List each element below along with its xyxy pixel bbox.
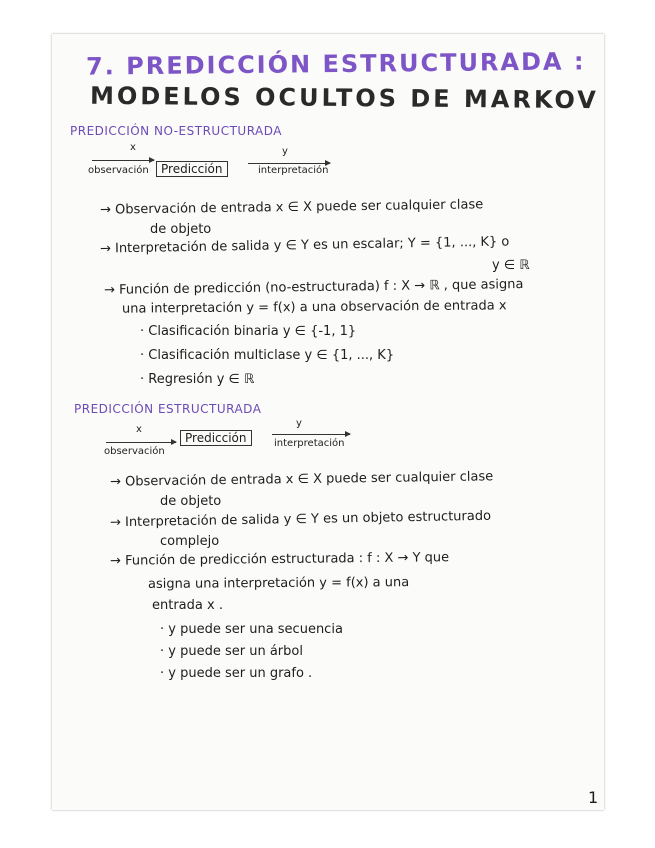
section-heading-non-structured: PREDICCIÓN NO-ESTRUCTURADA [70,124,282,138]
page-subtitle: MODELOS OCULTOS DE MARKOV [89,81,599,115]
diagram-interpretacion-label-structured: interpretación [274,438,345,449]
diagram-y-label-structured: y [296,418,302,429]
s-bullet-funcion-cont2: entrada x . [152,598,223,613]
ns-bullet-interpretacion-cont: y ∈ ℝ [492,258,530,273]
diagram-x-label-structured: x [136,424,142,435]
page-title: 7. PREDICCIÓN ESTRUCTURADA : [85,47,586,81]
diagram-x-label: x [130,142,136,153]
section-heading-structured: PREDICCIÓN ESTRUCTURADA [74,402,262,416]
diagram-prediction-box-structured: Predicción [180,430,252,446]
diagram-input-arrow [92,160,154,161]
s-bullet-funcion: → Función de predicción estructurada : f : X → Y que [109,550,450,569]
ns-subitem-multiclase: · Clasificación multiclase y ∈ {1, ..., K} [140,348,395,363]
s-bullet-interpretacion-cont: complejo [160,534,220,549]
ns-bullet-observacion: → Observación de entrada x ∈ X puede ser cualquier clase [99,197,484,218]
ns-subitem-regresion: · Regresión y ∈ ℝ [140,372,255,387]
diagram-prediction-box: Predicción [156,161,228,177]
s-bullet-funcion-cont: asigna una interpretación y = f(x) a una [147,575,410,592]
page-number: 1 [588,788,599,807]
ns-bullet-funcion: → Función de predicción (no-estructurada) f : X → ℝ , que asigna [103,277,524,298]
s-subitem-grafo: · y puede ser un grafo . [160,666,313,681]
s-subitem-secuencia: · y puede ser una secuencia [160,622,343,637]
diagram-output-arrow [248,163,330,164]
ns-bullet-observacion-cont: de objeto [150,222,212,237]
ns-subitem-binaria: · Clasificación binaria y ∈ {-1, 1} [140,324,357,339]
notebook-page [52,34,604,810]
s-bullet-observacion-cont: de objeto [160,494,222,509]
diagram-interpretacion-label: interpretación [258,165,329,176]
diagram-y-label: y [282,146,288,157]
s-bullet-observacion: → Observación de entrada x ∈ X puede ser cualquier clase [109,469,494,490]
diagram-input-arrow-structured [106,442,176,443]
ns-bullet-funcion-cont: una interpretación y = f(x) a una observación de entrada x [121,298,507,317]
diagram-observacion-label-structured: observación [104,446,165,457]
s-subitem-arbol: · y puede ser un árbol [160,644,303,659]
s-bullet-interpretacion: → Interpretación de salida y ∈ Y es un objeto estructurado [109,508,492,531]
diagram-observacion-label: observación [88,165,149,176]
diagram-output-arrow-structured [272,434,350,435]
ns-bullet-interpretacion: → Interpretación de salida y ∈ Y es un escalar; Y = {1, ..., K} o [99,234,510,257]
